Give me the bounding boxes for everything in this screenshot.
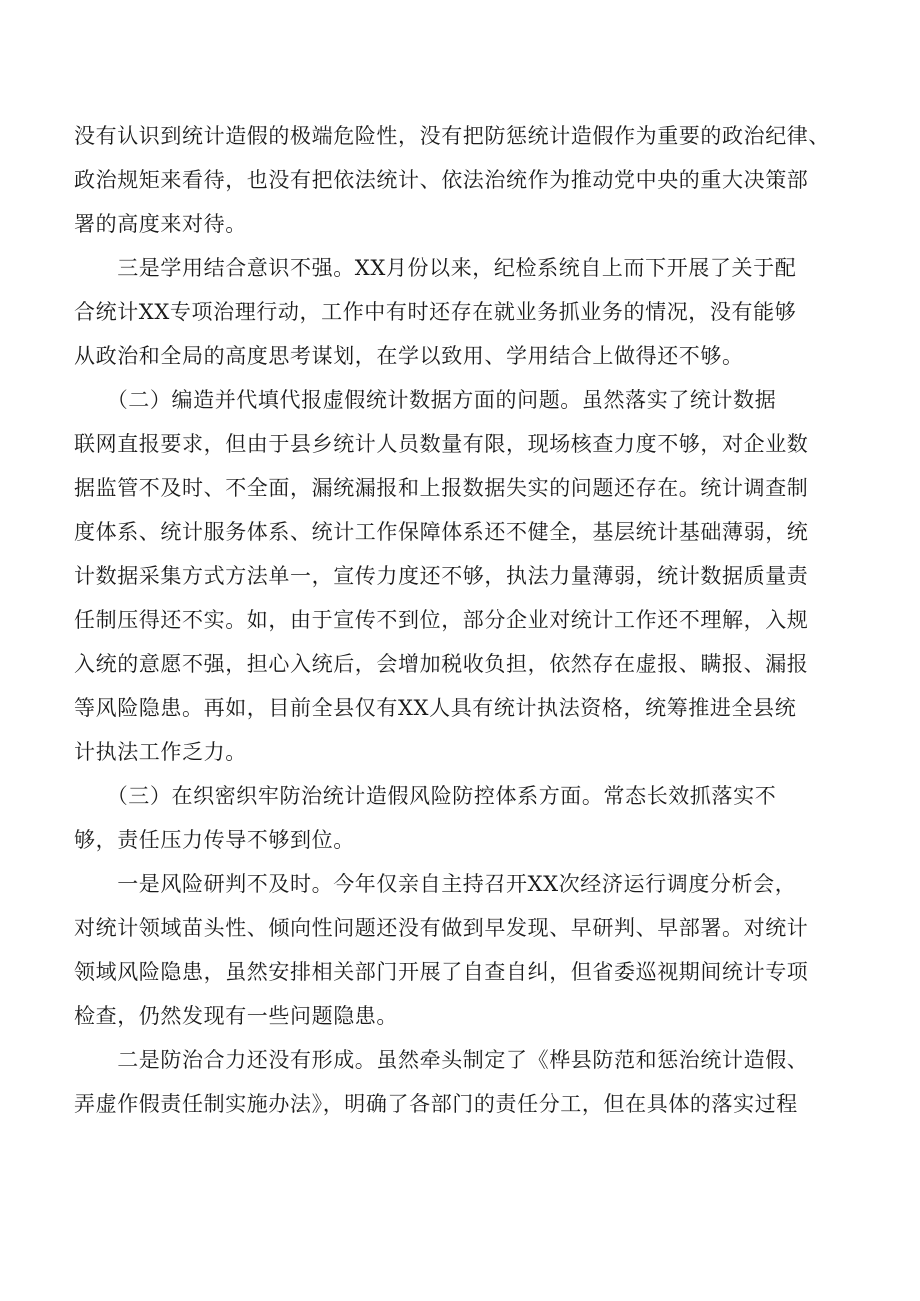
text-line: 据监管不及时、不全面，漏统漏报和上报数据失实的问题还存在。统计调查制 — [74, 476, 809, 500]
paragraph-section-two-false-data — [74, 378, 884, 774]
paragraph-statistics-awareness — [74, 114, 884, 246]
text-line: 二是防治合力还没有形成。虽然牵头制定了《桦县防范和惩治统计造假、 — [74, 1048, 809, 1072]
text-line: （三）在织密织牢防治统计造假风险防控体系方面。常态长效抓落实不 — [74, 784, 777, 808]
text-line: 领域风险隐患，虽然安排相关部门开展了自查自纠，但省委巡视期间统计专项 — [74, 960, 809, 984]
text-line: 够，责任压力传导不够到位。 — [74, 828, 355, 852]
text-line: 计执法工作乏力。 — [74, 740, 247, 764]
text-line: 计数据采集方式方法单一，宣传力度还不够，执法力量薄弱，统计数据质量责 — [74, 564, 809, 588]
text-line: 对统计领域苗头性、倾向性问题还没有做到早发现、早研判、早部署。对统计 — [74, 916, 809, 940]
paragraph-learning-application — [74, 246, 884, 378]
paragraph-joint-prevention — [74, 1038, 884, 1126]
text-line: 度体系、统计服务体系、统计工作保障体系还不健全，基层统计基础薄弱，统 — [74, 520, 809, 544]
text-line: 政治规矩来看待，也没有把依法统计、依法治统作为推动党中央的重大决策部 — [74, 168, 809, 192]
paragraph-risk-assessment — [74, 862, 884, 1038]
text-line: 合统计XX专项治理行动，工作中有时还存在就业务抓业务的情况，没有能够 — [74, 300, 797, 324]
text-line: 联网直报要求，但由于县乡统计人员数量有限，现场核查力度不够，对企业数 — [74, 432, 809, 456]
text-line: （二）编造并代填代报虚假统计数据方面的问题。虽然落实了统计数据 — [74, 388, 777, 412]
text-line: 三是学用结合意识不强。XX月份以来，纪检系统自上而下开展了关于配 — [74, 256, 797, 280]
text-line: 一是风险研判不及时。今年仅亲自主持召开XX次经济运行调度分析会， — [74, 872, 797, 896]
text-line: 从政治和全局的高度思考谋划，在学以致用、学用结合上做得还不够。 — [74, 344, 744, 368]
text-line: 检查，仍然发现有一些问题隐患。 — [74, 1004, 398, 1028]
text-line: 弄虚作假责任制实施办法》，明确了各部门的责任分工，但在具体的落实过程 — [74, 1092, 798, 1116]
text-line: 没有认识到统计造假的极端危险性，没有把防惩统计造假作为重要的政治纪律、 — [74, 124, 830, 148]
text-line: 等风险隐患。再如，目前全县仅有XX人具有统计执法资格，统筹推进全县统 — [74, 696, 797, 720]
text-line: 署的高度来对待。 — [74, 212, 247, 236]
paragraph-section-three-risk-control — [74, 774, 884, 862]
text-line: 入统的意愿不强，担心入统后，会增加税收负担，依然存在虚报、瞒报、漏报 — [74, 652, 809, 676]
text-line: 任制压得还不实。如，由于宣传不到位，部分企业对统计工作还不理解，入规 — [74, 608, 809, 632]
